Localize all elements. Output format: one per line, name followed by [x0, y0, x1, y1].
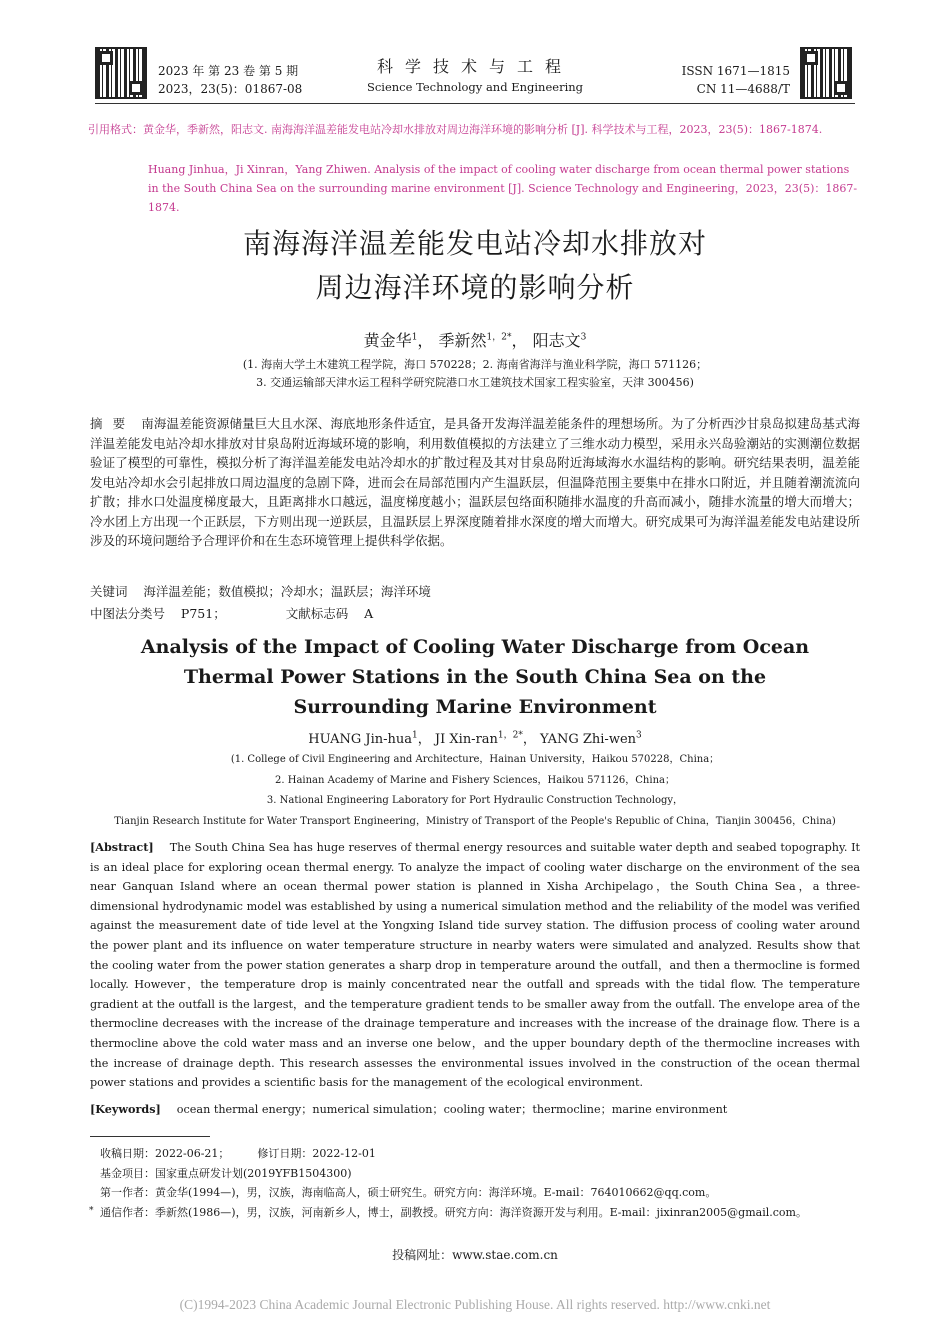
classification-cn	[90, 604, 373, 622]
issn: ISSN 1671—1815	[681, 64, 790, 78]
clc-value: P751；	[180, 606, 226, 621]
author-1-sup: 1	[411, 332, 418, 343]
journal-name	[300, 58, 650, 96]
copyright-watermark: (C)1994-2023 China Academic Journal Electronic Publishing House. All rights reserved. http://www.cnki.net	[179, 1297, 771, 1312]
received-date: 收稿日期：2022-06-21；	[100, 1147, 230, 1160]
abstract-en	[90, 838, 860, 1093]
journal-en: Science Technology and Engineering	[366, 80, 584, 94]
title-cn-line1: 南海海洋温差能发电站冷却水排放对	[242, 227, 707, 260]
author-3-cn: 阳志文	[532, 331, 581, 350]
affiliation-en-line2: 2. Hainan Academy of Marine and Fishery Sciences，Haikou 571126，China；	[275, 774, 675, 786]
issue-cn: 2023 年 第 23 卷 第 5 期	[158, 64, 299, 78]
title-cn	[0, 222, 950, 310]
abstract-en-text: The South China Sea has huge reserves of thermal energy resources and suitable water depth and seabed topography. It is an ideal place for exploring ocean thermal energy. To analyze the impact of cooling water discharge on the environment of the sea near Ganquan Island where an ocean thermal power station is planned in Xisha Archipelago，the South China Sea，a three-dimensional hydrodynamic model was established by using a numerical simulation method and the reliability of the model was verified against the measurement date of tide level at the Yongxing Island tide survey station. The diffusion process of cooling water around the power plant and its influence on water temperature structure in nearby waters were simulated and analyzed. Results show that the cooling water from the power station generates a sharp drop in temperature around the outfall，and then a thermocline is formed locally. However，the temperature drop is mainly concentrated near the outfall and spreads with the tidal flow. The temperature gradient at the outfall is the largest，and the temperature gradient tends to be smaller away from the outfall. The envelope area of the thermocline decreases with the increase of the drainage temperature and increases with the increase of the drainage flow. There is a thermocline above the cold water mass and an inverse one below，and the upper boundary depth of the thermocline increases with the increase of drainage depth. This research assesses the environmental issues involved in the construction of the ocean thermal power stations and provides a scientific basis for the management of the ecological environment.	[90, 841, 860, 1090]
abstract-cn-label: 摘要	[90, 416, 136, 431]
author-3-sup: 3	[580, 332, 587, 343]
qr-code-right	[800, 47, 852, 99]
doc-code-label: 文献标志码	[285, 606, 349, 621]
authors-en: HUANG Jin-hua$^1$， JI Xin-ran$^{1,2*}$， YANG Zhi-wen$^3$	[308, 730, 642, 747]
author-3-en: YANG Zhi-wen	[540, 732, 637, 747]
footnote-rule	[90, 1136, 210, 1137]
affiliation-en-line3: 3. National Engineering Laboratory for Port Hydraulic Construction Technology，	[266, 795, 684, 806]
keywords-cn-text: 海洋温差能；数值模拟；冷却水；温跃层；海洋环境	[143, 584, 431, 599]
citation-cn: 引用格式：黄金华，季新然，阳志文. 南海海洋温差能发电站冷却水排放对周边海洋环境的影响分析 [J]. 科学技术与工程，2023，23(5)：1867-1874.	[88, 123, 823, 136]
submission-site: 投稿网址：www.stae.com.cn	[392, 1248, 558, 1262]
affiliation-cn-line2: 3. 交通运输部天津水运工程科学研究院港口水工建筑技术国家工程实验室，天津 300456)	[256, 376, 694, 389]
citation-en: Huang Jinhua，Ji Xinran，Yang Zhiwen. Analysis of the impact of cooling water discharge from ocean thermal power stations in the South China Sea on the surrounding marine environment [J]. Science Technology and Engineering，2023，23(5)：1867-1874.	[148, 163, 858, 214]
author-1-en-sup: 1	[412, 730, 418, 741]
header-rule	[95, 103, 855, 104]
issue-info	[158, 62, 302, 98]
fund-info: 基金项目：国家重点研发计划(2019YFB1504300)	[100, 1166, 352, 1180]
footnote-star: *	[89, 1206, 94, 1216]
first-author-info: 第一作者：黄金华(1994—)，男，汉族，海南临高人，硕士研究生。研究方向：海洋环境。E-mail：764010662@qq.com。	[100, 1186, 717, 1199]
cn-number: CN 11—4688/T	[696, 82, 790, 96]
title-en-line2: Thermal Power Stations in the South China Sea on the	[183, 666, 767, 688]
author-2-cn: 季新然	[438, 331, 487, 350]
footnote-dates	[100, 1144, 807, 1164]
title-cn-line2: 周边海洋环境的影响分析	[315, 271, 635, 304]
title-en-line3: Surrounding Marine Environment	[293, 696, 657, 718]
keywords-cn-label: 关键词	[90, 584, 128, 599]
affiliations-cn	[0, 356, 950, 392]
issn-info	[650, 62, 790, 98]
abstract-en-label: [Abstract]	[90, 840, 154, 854]
qr-code-left	[95, 47, 147, 99]
affiliation-cn-line1: (1. 海南大学土木建筑工程学院，海口 570228；2. 海南省海洋与渔业科学院，海口 571126；	[242, 358, 708, 371]
affiliation-en-line4: Tianjin Research Institute for Water Transport Engineering，Ministry of Transport of the People's Republic of China，Tianjin 300456，China)	[114, 815, 836, 827]
footnotes	[100, 1144, 807, 1222]
author-2-sup: 1，2*	[486, 332, 512, 343]
title-en	[0, 632, 950, 722]
corresponding-author-info: 通信作者：季新然(1986—)，男，汉族，河南新乡人，博士，副教授。研究方向：海洋资源开发与利用。E-mail：jixinran2005@gmail.com。	[100, 1205, 807, 1219]
author-1-en: HUANG Jin-hua	[308, 732, 413, 747]
abstract-cn-text: 南海温差能资源储量巨大且水深、海底地形条件适宜，是具备开发海洋温差能条件的理想场所。为了分析西沙甘泉岛拟建岛基式海洋温差能发电站冷却水排放对甘泉岛附近海域环境的影响，利用数值模拟的方法建立了三维水动力模型，采用永兴岛验潮站的实测潮位数据验证了模型的可靠性，模拟分析了海洋温差能发电站冷却水的扩散过程及其对甘泉岛附近海域海水水温结构的影响。研究结果表明，温差能发电站冷却水会引起排放口周边温度的急剧下降，进而会在局部范围内产生温跃层，但温降范围主要集中在排水口附近，并且随着潮流流向扩散；排水口处温度梯度最大，且距离排水口越远，温度梯度越小；温跃层包络面积随排水温度的升高而减小，随排水流量的增大而增大；冷水团上方出现一个正跃层，下方则出现一逆跃层，且温跃层上界深度随着排水深度的增大而增大。研究成果可为海洋温差能发电站建设所涉及的环境问题给予合理评价和在生态环境管理上提供科学依据。	[90, 416, 860, 548]
journal-cn: 科学技术与工程	[376, 57, 573, 76]
author-1-cn: 黄金华	[363, 331, 412, 350]
revised-date: 修订日期：2022-12-01	[257, 1147, 376, 1160]
keywords-en-text: ocean thermal energy；numerical simulation；cooling water；thermocline；marine environment	[176, 1103, 728, 1116]
title-en-line1: Analysis of the Impact of Cooling Water Discharge from Ocean	[140, 636, 810, 658]
clc-label: 中图法分类号	[90, 606, 166, 621]
author-3-en-sup: 3	[636, 730, 642, 741]
affiliations-en	[0, 750, 950, 832]
author-2-en-sup: 1，2*	[497, 730, 523, 741]
abstract-cn	[90, 414, 860, 551]
issue-en: 2023，23(5)：01867-08	[158, 82, 303, 96]
affiliation-en-line1: (1. College of Civil Engineering and Architecture，Hainan University，Haikou 570228，China；	[230, 754, 720, 765]
author-2-en: JI Xin-ran	[434, 732, 498, 747]
doc-code-value: A	[364, 606, 374, 621]
keywords-cn	[90, 582, 431, 600]
keywords-en-label: [Keywords]	[90, 1102, 161, 1116]
keywords-en	[90, 1101, 727, 1117]
authors-cn: 黄金华$^1$， 季新然$^{1,2*}$， 阳志文$^3$	[363, 331, 587, 350]
